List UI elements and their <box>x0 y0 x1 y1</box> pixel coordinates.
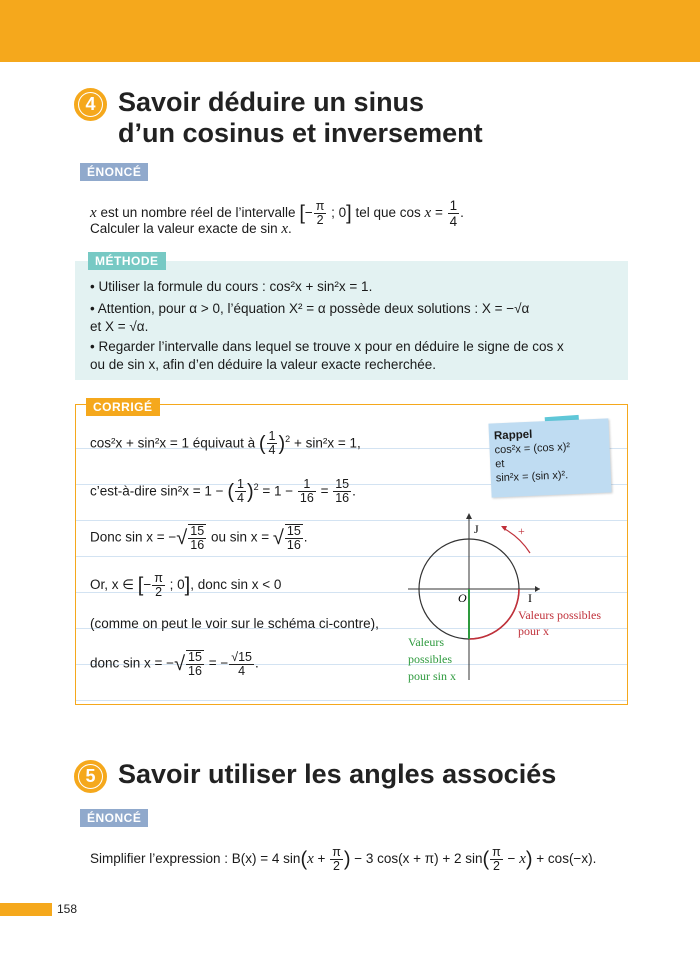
rappel-line-2: et <box>494 458 505 471</box>
plus-label: + <box>518 524 525 538</box>
enonce-line-1: x est un nombre réel de l’intervalle [− $\frac{\pi}{2}$ ; 0] tel que cos x = $\frac{1}{4}$ . <box>90 198 464 229</box>
corrige-line-2: c’est-à-dire sin²x = 1 − ( $\frac{1}{4}$ )$^2$ = 1 − $\frac{1}{16}$ = $\frac{15}{16}$ . <box>90 477 356 506</box>
section-5-enonce-text-c: + cos(−x). <box>536 851 597 867</box>
corrige-line-1-text-a: cos²x + sin²x = 1 équivaut à <box>90 435 256 451</box>
corrige-line-4: Or, x ∈ [− $\frac{\pi}{2}$ ; 0], donc sin x < 0 <box>90 571 282 599</box>
enonce-line-1-text-b: tel que cos <box>355 205 421 221</box>
section-5-title: Savoir utiliser les angles associés <box>118 759 557 789</box>
red-arc <box>469 589 519 639</box>
footer-bar <box>0 903 52 916</box>
section-title-line2: d’un cosinus et inversement <box>118 118 483 148</box>
section-number: 4 <box>79 93 102 116</box>
section-number-badge <box>74 88 107 121</box>
enonce-line-1-text-a: est un nombre réel de l’intervalle <box>100 205 296 221</box>
page-number: 158 <box>57 902 78 916</box>
green-label-1: Valeurs <box>408 635 444 649</box>
y-axis-arrow <box>466 513 472 519</box>
rappel-line-3: sin²x = (sin x)². <box>495 469 569 485</box>
green-label-3: pour sin x <box>408 669 456 683</box>
corrige-line-3-text-a: Donc sin x = − <box>90 529 177 545</box>
x-axis-arrow <box>535 586 540 592</box>
top-banner <box>0 0 700 62</box>
corrige-line-6-text: donc sin x = − <box>90 655 175 671</box>
enonce-tag-5: ÉNONCÉ <box>80 809 148 827</box>
unit-circle-diagram <box>400 505 625 690</box>
methode-item-2: • Attention, pour α > 0, l’équation X² = α possède deux solutions : X = −√α <box>90 301 530 316</box>
label-O: O <box>458 591 467 605</box>
enonce-tag: ÉNONCÉ <box>80 163 148 181</box>
corrige-tag: CORRIGÉ <box>86 398 160 416</box>
red-label-1: Valeurs possibles <box>518 608 601 622</box>
methode-item-3-cont: ou de sin x, afin d’en déduire la valeur exacte recherchée. <box>90 357 436 372</box>
rappel-note <box>488 418 611 497</box>
corrige-line-3-text-b: ou sin x = <box>210 529 270 545</box>
corrige-line-4-text-b: donc sin x < 0 <box>197 577 282 593</box>
corrige-line-3: Donc sin x = −√ $\frac{15}{16}$ ou sin x = √ $\frac{15}{16}$ . <box>90 524 308 552</box>
green-label-2: possibles <box>408 652 453 666</box>
corrige-line-1-text-b: + sin²x = 1, <box>293 435 361 451</box>
label-I: I <box>528 591 532 605</box>
red-label-2: pour x <box>518 624 549 638</box>
methode-item-1: • Utiliser la formule du cours : cos²x + sin²x = 1. <box>90 279 373 294</box>
corrige-line-4-text-a: Or, x ∈ <box>90 577 135 593</box>
section-5-enonce-text-b: − 3 cos(x + π) + 2 sin <box>354 851 483 867</box>
label-J: J <box>474 522 479 536</box>
section-number-5: 5 <box>79 765 102 788</box>
enonce-line-2: Calculer la valeur exacte de sin x. <box>90 221 292 237</box>
rappel-line-1: cos²x = (cos x)² <box>494 441 571 457</box>
corrige-line-2-text: c’est-à-dire sin²x = 1 − <box>90 483 224 499</box>
corrige-line-1: cos²x + sin²x = 1 équivaut à ( $\frac{1}{4}$ )$^2$ + sin²x = 1, <box>90 429 361 458</box>
direction-arrow <box>503 528 530 553</box>
methode-tag: MÉTHODE <box>88 252 166 270</box>
rappel-title: Rappel <box>493 428 533 443</box>
methode-item-2-cont: et X = √α. <box>90 319 149 334</box>
section-5-enonce: Simplifier l’expression : B(x) = 4 sin(x + $\frac{\pi}{2}$ ) − 3 cos(x + π) + 2 sin( $\frac{\pi}{2}$ − x) + cos(−x). <box>90 845 597 873</box>
corrige-line-5: (comme on peut le voir sur le schéma ci-contre), <box>90 616 379 631</box>
section-title-line1: Savoir déduire un sinus <box>118 87 425 117</box>
section-number-badge-5 <box>74 760 107 793</box>
section-5-enonce-text-a: Simplifier l’expression : B(x) = 4 sin <box>90 851 301 867</box>
corrige-line-6: donc sin x = −√ $\frac{15}{16}$ = − $\frac{√15}{4}$ . <box>90 649 259 678</box>
methode-item-3: • Regarder l’intervalle dans lequel se trouve x pour en déduire le signe de cos x <box>90 339 564 354</box>
enonce-line-2-text: Calculer la valeur exacte de sin <box>90 221 278 236</box>
